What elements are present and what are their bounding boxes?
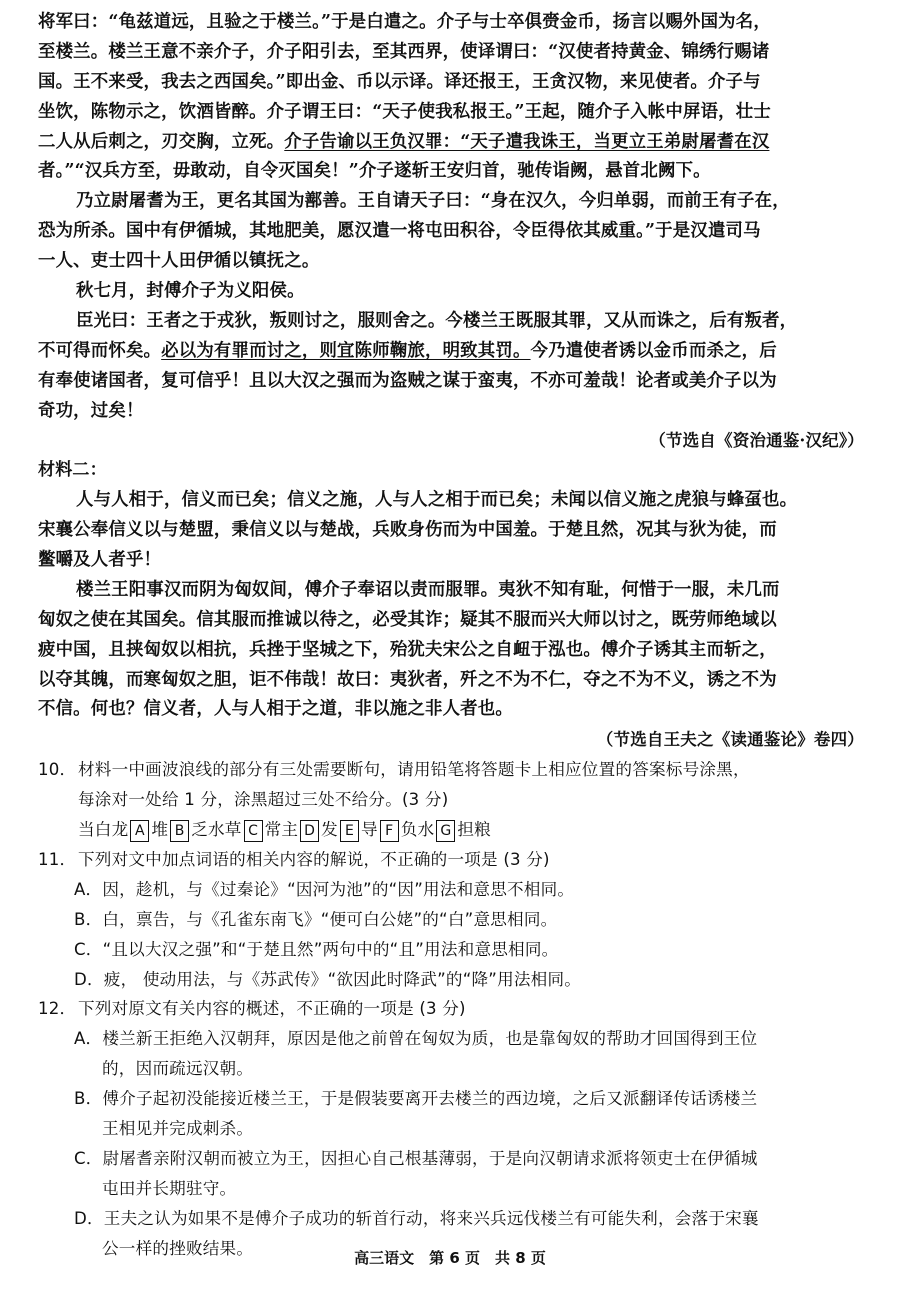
option-a[interactable]: A．楼兰新王拒绝入汉朝拜，原因是他之前曾在匈奴为质，也是靠匈奴的帮助才回国得到王位 [74,1029,758,1049]
sentence-segment: 乏水草 [191,820,242,840]
text-line: 臣光曰：王者之于戎狄，叛则讨之，服则舍之。今楼兰王既服其罪，又从而诛之，后有叛者， [76,310,798,331]
underlined-sentence: 必以为有罪而讨之，则宜陈师鞠旅，明致其罚。 [161,340,531,361]
sentence-segment: 发 [321,820,338,840]
option-d[interactable]: D．王夫之认为如果不是傅介子成功的斩首行动，将来兴兵远伐楼兰有可能失利，会落于宋襄 [74,1208,759,1228]
option-box-a[interactable]: A [130,820,149,842]
option-a[interactable]: A．因，趁机，与《过秦论》“因河为池”的“因”用法和意思不相同。 [74,879,575,899]
page-footer: 高三语文 第 6 页 共 8 页 [354,1249,546,1267]
source-citation: （节选自王夫之《读通鉴论》卷四） [596,730,864,750]
question-12 [38,994,864,1024]
text-line: 将军曰：“龟兹道远，且验之于楼兰。”于是白遣之。介子与士卒俱赍金币，扬言以赐外国为名， [38,12,771,32]
sentence-segment: 导 [360,820,378,840]
option-c-cont: 屯田并长期驻守。 [102,1178,237,1198]
text-line: 秋七月，封傅介子为义阳侯。 [76,281,305,302]
text-line: 坐饮，陈物示之，饮酒皆醉。介子谓王曰：“天子使我私报王。”王起，随介子入帐中屏语，壮士 [38,101,771,122]
passage-two [38,456,864,755]
text-segment: 二人从后刺之，刃交胸，立死。 [38,131,285,152]
text-line: 至楼兰。楼兰王意不亲介子，介子阳引去，至其西界，使译谓曰：“汉使者持黄金、锦绣行赐诸 [38,41,770,62]
text-line: 人与人相于，信义而已矣；信义之施，人与人之相于而已矣；未闻以信义施之虎狼与蜂虿也。 [76,490,798,511]
question-number: 11． [38,849,77,869]
text-line: 不信。何也？信义者，人与人相于之道，非以施之非人者也。 [38,699,513,720]
text-line: 一人、吏士四十人田伊循以镇抚之。 [38,251,320,272]
sentence-segment: 堆 [151,820,169,840]
option-c[interactable]: C．尉屠耆亲附汉朝而被立为王，因担心自己根基薄弱，于是向汉朝请求派将领吏士在伊循城 [74,1148,758,1168]
question-number: 10． [38,760,77,780]
text-line: 国。王不来受，我去之西国矣。”即出金、币以示译。译还报王，王贪汉物，来见使者。介子与 [38,71,761,92]
underlined-sentence: 介子告谕以王负汉罪：“天子遣我诛王，当更立王弟尉屠耆在汉 [284,131,770,152]
text-line [38,128,864,158]
text-line: 疲中国，且挟匈奴以相抗，兵挫于坚城之下，殆犹夫宋公之自衄于泓也。傅介子诱其主而斩之， [38,639,777,660]
section-heading: 材料二： [38,460,107,481]
text-line: 楼兰王阳事汉而阴为匈奴间，傅介子奉诏以责而服罪。夷狄不知有耻，何惜于一服，未几而 [76,579,780,600]
option-d-cont: 公一样的挫败结果。 [102,1238,254,1258]
text-segment: 今乃遣使者诱以金币而杀之，后 [530,340,777,361]
option-a-cont: 的，因而疏远汉朝。 [102,1059,254,1079]
text-line: 恐为所杀。国中有伊循城，其地肥美，愿汉遣一将屯田积谷，令臣得依其威重。”于是汉遣司马 [38,221,761,242]
question-text: 每涂对一处给 1 分，涂黑超过三处不给分。(3 分) [78,790,449,810]
option-b[interactable]: B．白，禀告，与《孔雀东南飞》“便可白公姥”的“白”意思相同。 [74,909,558,929]
option-box-g[interactable]: G [436,820,455,842]
question-11 [38,845,864,875]
passage-one [38,8,864,456]
question-number: 12． [38,999,77,1019]
sentence-segment: 担粮 [457,820,491,840]
text-line: 者。”“汉兵方至，毋敢动，自令灭国矣！”介子遂斩王安归首，驰传诣阙，悬首北阙下。 [38,161,711,182]
question-stem: 下列对文中加点词语的相关内容的解说，不正确的一项是 (3 分) [78,849,550,869]
question-10 [38,755,864,785]
sentence-segment: 负水 [400,820,435,840]
sentence-segment: 当白龙 [78,820,129,840]
sentence-segment: 常主 [264,820,299,840]
text-line: 鳖嚼及人者乎！ [38,550,162,571]
option-box-d[interactable]: D [300,820,319,842]
text-line: 以夺其魄，而寒匈奴之胆，讵不伟哉！故曰：夷狄者，歼之不为不仁，夺之不为不义，诱之不为 [38,669,777,690]
option-b[interactable]: B．傅介子起初没能接近楼兰王，于是假装要离开去楼兰的西边境，之后又派翻译传话诱楼兰 [74,1089,758,1109]
option-box-f[interactable]: F [380,820,399,842]
text-line: 奇功，过矣！ [38,400,144,421]
question-stem: 材料一中画波浪线的部分有三处需要断句，请用铅笔将答题卡上相应位置的答案标号涂黑， [78,760,750,780]
option-box-b[interactable]: B [170,820,189,842]
exam-page [38,8,864,1263]
text-line: 有奉使诸国者，复可信乎！且以大汉之强而为盗贼之谋于蛮夷，不亦可羞哉！论者或美介子以为 [38,370,777,391]
questions [38,755,864,1263]
text-line: 乃立尉屠耆为王，更名其国为鄯善。王自请天子曰：“身在汉久，今归单弱，而前王有子在， [76,191,790,212]
text-segment: 不可得而怀矣。 [38,340,162,361]
option-box-e[interactable]: E [340,820,359,842]
option-b-cont: 王相见并完成刺杀。 [102,1118,254,1138]
option-c[interactable]: C．“且以大汉之强”和“于楚且然”两句中的“且”用法和意思相同。 [74,939,559,959]
option-d[interactable]: D．疲， 使动用法，与《苏武传》“欲因此时降武”的“降”用法相同。 [74,969,582,989]
text-line: 匈奴之使在其国矣。信其服而推诚以待之，必受其诈；疑其不服而兴大师以讨之，既劳师绝域以 [38,609,777,630]
text-line [38,337,864,367]
sentence-with-options [38,815,864,845]
text-line: 宋襄公奉信义以与楚盟，秉信义以与楚战，兵败身伤而为中国羞。于楚且然，况其与狄为徒，而 [38,520,777,541]
option-box-c[interactable]: C [244,820,263,842]
source-citation: （节选自《资治通鉴·汉纪》） [649,431,864,451]
question-stem: 下列对原文有关内容的概述，不正确的一项是 (3 分) [78,999,466,1019]
